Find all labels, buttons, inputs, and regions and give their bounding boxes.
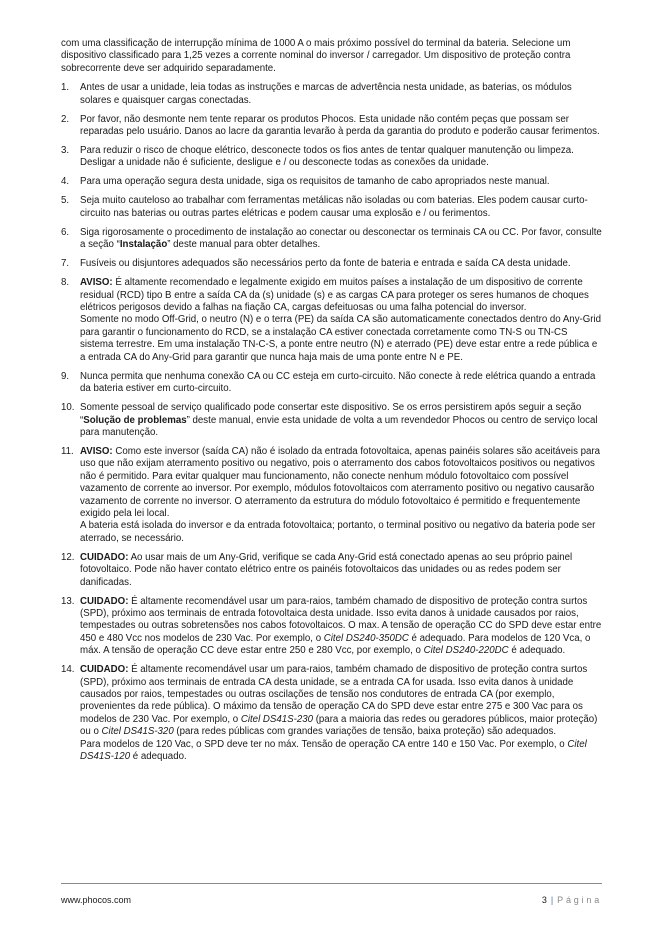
item-text-part: (para a maioria das redes ou geradores públicos, maior proteção) ou o bbox=[80, 713, 598, 738]
page-separator: | bbox=[550, 895, 554, 905]
item-text bbox=[80, 227, 602, 252]
item-extra-paragraph: Somente no modo Off-Grid, o neutro (N) e o terra (PE) da saída CA são automaticamente conectados dentro do Any-Grid para garantir o funcionamento do RCD, se a instalação CA estiver conectada corretamente como TN-S ou TN-CS sistema terrestre. Em uma instalação TN-C-S, a ponte entre neutro (N) e aterrado (PE) deve estar entre a rede pública e a entrada CA do Any-Grid para garantir que nunca haja mais de uma ponte entre N e PE. bbox=[80, 314, 602, 363]
caution-label: CUIDADO: bbox=[80, 664, 129, 676]
list-item bbox=[61, 371, 602, 396]
item-number: 8. bbox=[61, 277, 70, 289]
item-text-part: ” deste manual, envie esta unidade de volta a um revendedor Phocos ou centro de serviço local para manutenção. bbox=[80, 414, 598, 438]
product-model: Citel DS41S-230 bbox=[240, 713, 313, 725]
list-item bbox=[61, 195, 602, 220]
list-item bbox=[61, 552, 602, 589]
item-number: 10. bbox=[61, 402, 75, 414]
item-number: 4. bbox=[61, 176, 70, 188]
item-number: 6. bbox=[61, 226, 70, 238]
item-text bbox=[80, 552, 602, 589]
item-text: Por favor, não desmonte nem tente reparar os produtos Phocos. Esta unidade não contém peças que possam ser reparadas pelo usuário. Danos ao lacre da garantia levarão à perda da garantia do produto e poderão causar ferimentos. bbox=[80, 113, 600, 138]
item-extra-paragraph: A bateria está isolada do inversor e da entrada fotovoltaica; portanto, o terminal positivo ou negativo da bateria pode ser aterrado, se necessário. bbox=[80, 520, 596, 544]
item-text bbox=[80, 596, 602, 658]
item-text-part: Siga rigorosamente o procedimento de instalação ao conectar ou desconectar os terminais CA ou CC. Por favor, consulte a seção “ bbox=[80, 226, 602, 251]
item-text-part: é adequado. bbox=[508, 645, 566, 657]
item-text: Fusíveis ou disjuntores adequados são necessários perto da fonte de bateria e entrada e saída CA desta unidade. bbox=[80, 258, 571, 270]
item-text-part: É altamente recomendado e legalmente exigido em muitos países a instalação de um dispositivo de corrente residual (RCD) tipo B entre a saída CA da (s) unidade (s) e as cargas CA para proteger os seres humanos de choques elétricos perigosos devido a falhas na fiação CA, cargas defeituosas ou uma falha potencial do inversor. bbox=[80, 277, 589, 314]
product-model: Citel DS240-350DC bbox=[323, 632, 409, 644]
caution-label: CUIDADO: bbox=[80, 551, 129, 563]
item-text-part: Para modelos de 120 Vac, o SPD deve ter no máx. Tensão de operação CA entre 140 e 150 Vac. Por exemplo, o bbox=[80, 738, 568, 750]
page-indicator bbox=[542, 895, 602, 905]
list-item bbox=[61, 176, 602, 188]
item-extra-paragraph bbox=[80, 739, 602, 764]
list-item bbox=[61, 114, 602, 139]
item-number: 11. bbox=[61, 445, 74, 457]
page-footer bbox=[61, 883, 602, 905]
intro-paragraph: com uma classificação de interrupção mínima de 1000 A o mais próximo possível do terminal da bateria. Selecione um dispositivo classificado para 1,25 vezes a corrente nominal do inversor / carregador. Um dispositivo de proteção contra sobrecorrente deve ser adquirido separadamente. bbox=[61, 38, 571, 74]
footer-website: www.phocos.com bbox=[61, 895, 132, 905]
warning-label: AVISO: bbox=[80, 445, 113, 457]
list-item bbox=[61, 277, 602, 364]
item-number: 14. bbox=[61, 664, 75, 676]
item-number: 3. bbox=[61, 145, 70, 157]
list-item bbox=[61, 82, 602, 107]
list-item bbox=[61, 446, 602, 545]
document-body bbox=[61, 38, 602, 770]
product-model: Citel DS240-220DC bbox=[423, 645, 509, 657]
item-number: 2. bbox=[61, 113, 70, 125]
item-number: 1. bbox=[61, 82, 70, 94]
item-number: 9. bbox=[61, 370, 70, 382]
item-text: Para uma operação segura desta unidade, siga os requisitos de tamanho de cabo apropriados neste manual. bbox=[80, 176, 550, 188]
item-text: Nunca permita que nenhuma conexão CA ou CC esteja em curto-circuito. Não conecte à rede elétrica quando a entrada da bateria estiver em curto-circuito. bbox=[80, 370, 596, 395]
item-text-part: Somente pessoal de serviço qualificado pode consertar este dispositivo. Se os erros persistirem após seguir a seção “ bbox=[80, 402, 582, 426]
item-text-part: Como este inversor (saída CA) não é isolado da entrada fotovoltaica, apenas painéis solares são aceitáveis para uso que não exijam aterramento positivo ou negativo, pois o aterramento dos cabos fotovoltaicos positivos ou negativos não é permitido. Para evitar qualquer mau funcionamento, não conecte nenhum módulo fotovoltaico com possível vazamento de corrente ao inversor. Por exemplo, módulos fotovoltaicos com aterramento positivo ou negativo causarão vazamento de corrente no inversor. O aterramento da estrutura do módulo fotovoltaico é permitido e frequentemente exigido pela lei local. bbox=[80, 445, 601, 519]
item-text-part: É altamente recomendável usar um para-raios, também chamado de dispositivo de proteção contra surtos (SPD), próximo aos terminais de entrada CA desta unidade, se a entrada CA for usada. Isso evita danos à unidade causados por raios, tempestades ou outras oscilações de tensão nos condutores de entrada CA (por exemplo, provenientes da rede pública). O máximo da tensão de operação CA do SPD deve estar entre 275 e 300 Vac para os modelos de 230 Vac. Por exemplo, o bbox=[80, 664, 588, 725]
item-text-part: é adequado. bbox=[130, 751, 187, 763]
list-item bbox=[61, 227, 602, 252]
product-model: Citel DS41S-320 bbox=[101, 726, 174, 738]
item-text-part: É altamente recomendável usar um para-raios, também chamado de dispositivo de proteção contra surtos (SPD), próximo aos terminais de entrada fotovoltaica desta unidade. Isso evita danos à unidade causados por raios, tempestades ou outras sobretensões nos cabos fotovoltaicos. O max. A tensão de operação CC do SPD deve estar entre 450 e 480 Vcc nos modelos de 230 Vac. Por exemplo, o bbox=[80, 595, 602, 644]
list-item bbox=[61, 664, 602, 763]
page-number: 3 bbox=[541, 895, 547, 905]
item-text bbox=[80, 277, 602, 314]
item-text: Antes de usar a unidade, leia todas as instruções e marcas de advertência nesta unidade, as baterias, os módulos solares e quaisquer cargas conectadas. bbox=[80, 82, 572, 106]
item-text-part: (para redes públicas com grandes variações de tensão, baixa proteção) são adequados. bbox=[173, 726, 557, 738]
item-text-part: Ao usar mais de um Any-Grid, verifique se cada Any-Grid está conectado apenas ao seu próprio painel fotovoltaico. Pode não haver contato elétrico entre os painéis fotovoltaicos das unidades ou as redes podem ser danificadas. bbox=[80, 551, 573, 588]
product-model: Citel DS41S-120 bbox=[80, 738, 587, 763]
item-text-part: é adequado. Para modelos de 120 Vca, o máx. A tensão de operação CC deve estar entre 250 e 280 Vcc, por exemplo, o bbox=[80, 632, 591, 657]
page-word: Página bbox=[557, 895, 602, 905]
item-text: Seja muito cauteloso ao trabalhar com ferramentas metálicas não isoladas ou com baterias. Eles podem causar curto-circuito nas baterias ou outras partes elétricas e podem causar uma explosão e / ou ferimentos. bbox=[80, 195, 588, 219]
section-reference: Instalação bbox=[119, 239, 168, 251]
warning-label: AVISO: bbox=[80, 277, 113, 289]
list-item bbox=[61, 402, 602, 439]
item-text-part: ” deste manual para obter detalhes. bbox=[167, 239, 321, 251]
caution-label: CUIDADO: bbox=[80, 595, 129, 607]
list-item bbox=[61, 596, 602, 658]
item-text bbox=[80, 664, 602, 738]
section-reference: Solução de problemas bbox=[83, 414, 187, 426]
item-number: 5. bbox=[61, 195, 70, 207]
item-number: 12. bbox=[61, 551, 75, 563]
item-number: 7. bbox=[61, 258, 70, 270]
item-text bbox=[80, 446, 602, 520]
item-text: Para reduzir o risco de choque elétrico, desconecte todos os fios antes de tentar qualquer manutenção ou limpeza. Desligar a unidade não é suficiente, desligue e / ou desconecte todas as conexões da unidade. bbox=[80, 145, 574, 169]
item-text bbox=[80, 402, 602, 439]
list-item bbox=[61, 258, 602, 270]
item-number: 13. bbox=[61, 595, 75, 607]
list-item bbox=[61, 145, 602, 170]
